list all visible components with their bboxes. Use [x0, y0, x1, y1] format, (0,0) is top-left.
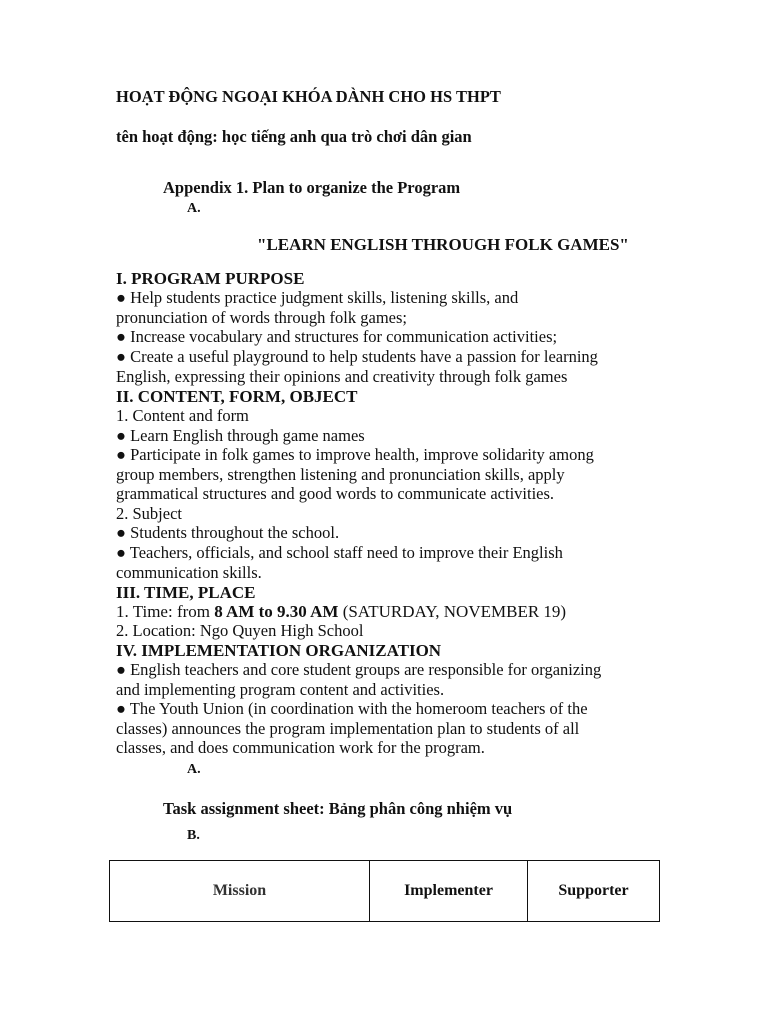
appendix-heading: Appendix 1. Plan to organize the Program — [163, 178, 461, 197]
list-marker: B. — [187, 828, 200, 843]
body-line: grammatical structures and good words to communicate activities. — [116, 484, 555, 503]
body-line: ● The Youth Union (in coordination with the homeroom teachers of the — [116, 699, 588, 718]
time-prefix: 1. Time: from — [116, 602, 215, 621]
body-line: ● Students throughout the school. — [116, 523, 340, 542]
section-heading: II. CONTENT, FORM, OBJECT — [116, 387, 358, 406]
program-title: "LEARN ENGLISH THROUGH FOLK GAMES" — [257, 235, 629, 254]
body-line: ● Participate in folk games to improve health, improve solidarity among — [116, 445, 594, 464]
body-line: English, expressing their opinions and creativity through folk games — [116, 367, 568, 386]
body-line: ● Increase vocabulary and structures for communication activities; — [116, 327, 558, 346]
time-line — [116, 603, 566, 620]
list-marker: A. — [187, 201, 201, 216]
column-header-mission: Mission — [110, 861, 370, 922]
list-marker: A. — [187, 762, 201, 777]
body-line: classes) announces the program implementation plan to students of all — [116, 719, 580, 738]
section-heading: III. TIME, PLACE — [116, 583, 256, 602]
document-title: HOẠT ĐỘNG NGOẠI KHÓA DÀNH CHO HS THPT — [116, 87, 501, 106]
location-line: 2. Location: Ngo Quyen High School — [116, 621, 364, 640]
body-line: ● English teachers and core student groups are responsible for organizing — [116, 660, 602, 679]
task-table — [109, 860, 660, 922]
body-line: 2. Subject — [116, 504, 182, 523]
table-header-row — [110, 861, 660, 922]
task-sheet-heading: Task assignment sheet: Bảng phân công nhiệm vụ — [163, 799, 513, 818]
body-line: group members, strengthen listening and pronunciation skills, apply — [116, 465, 565, 484]
time-value: 8 AM to 9.30 AM — [214, 602, 339, 621]
body-line: 1. Content and form — [116, 406, 249, 425]
body-line: ● Learn English through game names — [116, 426, 365, 445]
time-date: (SATURDAY, NOVEMBER 19) — [338, 602, 567, 621]
column-header-implementer: Implementer — [370, 861, 528, 922]
section-heading: I. PROGRAM PURPOSE — [116, 269, 305, 288]
activity-name: tên hoạt động: học tiếng anh qua trò chơi dân gian — [116, 127, 472, 146]
body-line: ● Teachers, officials, and school staff need to improve their English — [116, 543, 563, 562]
column-header-supporter: Supporter — [528, 861, 660, 922]
body-line: and implementing program content and activities. — [116, 680, 445, 699]
body-line: ● Create a useful playground to help students have a passion for learning — [116, 347, 598, 366]
body-line: classes, and does communication work for the program. — [116, 738, 485, 757]
body-line: pronunciation of words through folk games; — [116, 308, 407, 327]
body-line: communication skills. — [116, 563, 262, 582]
section-heading: IV. IMPLEMENTATION ORGANIZATION — [116, 641, 442, 660]
body-line: ● Help students practice judgment skills, listening skills, and — [116, 288, 519, 307]
